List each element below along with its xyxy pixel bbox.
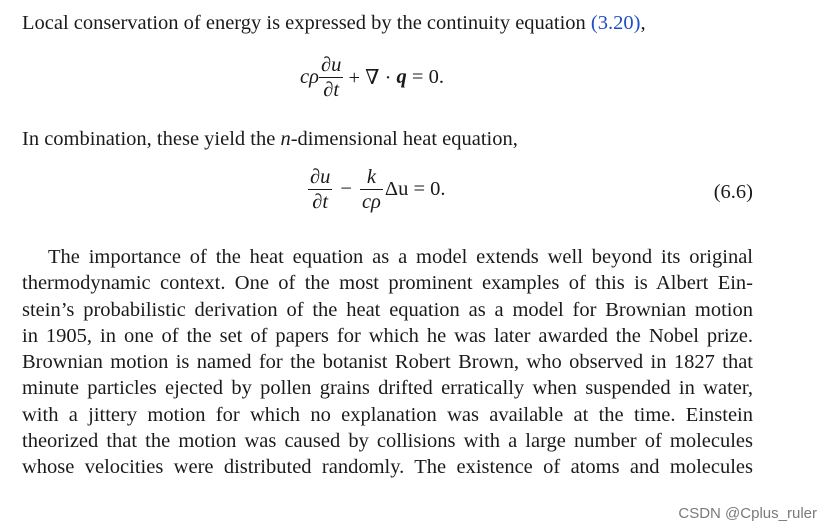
text-line: thermodynamic context. One of the most prominent examples of this is Albert Ein- bbox=[22, 272, 753, 295]
equation-tail: Δu = 0. bbox=[384, 178, 446, 200]
text-line: theorized that the motion was caused by collisions with a large number of molecules bbox=[22, 430, 753, 453]
flux-vector: q bbox=[396, 66, 407, 88]
paragraph-body bbox=[22, 244, 753, 481]
paragraph-combination-pre: In combination, these yield the bbox=[22, 128, 281, 150]
minus-sign: − bbox=[340, 178, 352, 200]
paragraph-intro-text: Local conservation of energy is expressed by the continuity equation bbox=[22, 12, 591, 34]
text-line: with a jittery motion for which no explanation was available at the time. Einstein bbox=[22, 403, 753, 426]
paragraph-combination bbox=[22, 126, 518, 152]
fraction-du-dt bbox=[319, 54, 343, 101]
fraction-numerator: ∂u bbox=[310, 166, 331, 188]
equation-operator: + ∇ · bbox=[343, 67, 397, 89]
text-line: whose velocities were distributed randomly. The existence of atoms and molecules bbox=[22, 456, 753, 479]
equation-number: (6.6) bbox=[713, 181, 753, 203]
coefficient: cρ bbox=[300, 66, 319, 88]
text-line: minute particles ejected by pollen grains drifted erratically when suspended in water, bbox=[22, 377, 753, 400]
fraction-numerator: ∂u bbox=[320, 54, 342, 76]
fraction-denominator: ∂t bbox=[312, 191, 329, 213]
continuity-equation bbox=[300, 54, 444, 101]
dimension-variable: n bbox=[280, 128, 291, 150]
equation-reference-link[interactable]: (3.20) bbox=[590, 12, 641, 34]
paragraph-combination-post: -dimensional heat equation, bbox=[290, 128, 518, 150]
equation-tail: = 0. bbox=[406, 66, 444, 88]
text-line: stein’s probabilistic derivation of the heat equation as a model for Brownian motion bbox=[22, 298, 753, 321]
watermark: CSDN @Cplus_ruler bbox=[678, 505, 817, 522]
text-line: in 1905, in one of the set of papers for which he was later awarded the Nobel prize. bbox=[22, 324, 753, 347]
text-line: Brownian motion is named for the botanist Robert Brown, who observed in 1827 that bbox=[22, 351, 753, 374]
fraction-k-crho bbox=[360, 166, 383, 213]
fraction-du-dt bbox=[308, 166, 332, 213]
fraction-denominator: ∂t bbox=[323, 79, 340, 101]
fraction-denominator: cρ bbox=[361, 191, 381, 213]
paragraph-intro-end: , bbox=[640, 12, 646, 34]
paragraph-intro bbox=[22, 10, 646, 36]
text-line: The importance of the heat equation as a model extends well beyond its original bbox=[48, 246, 753, 268]
fraction-numerator: k bbox=[366, 166, 376, 188]
heat-equation bbox=[308, 166, 446, 213]
